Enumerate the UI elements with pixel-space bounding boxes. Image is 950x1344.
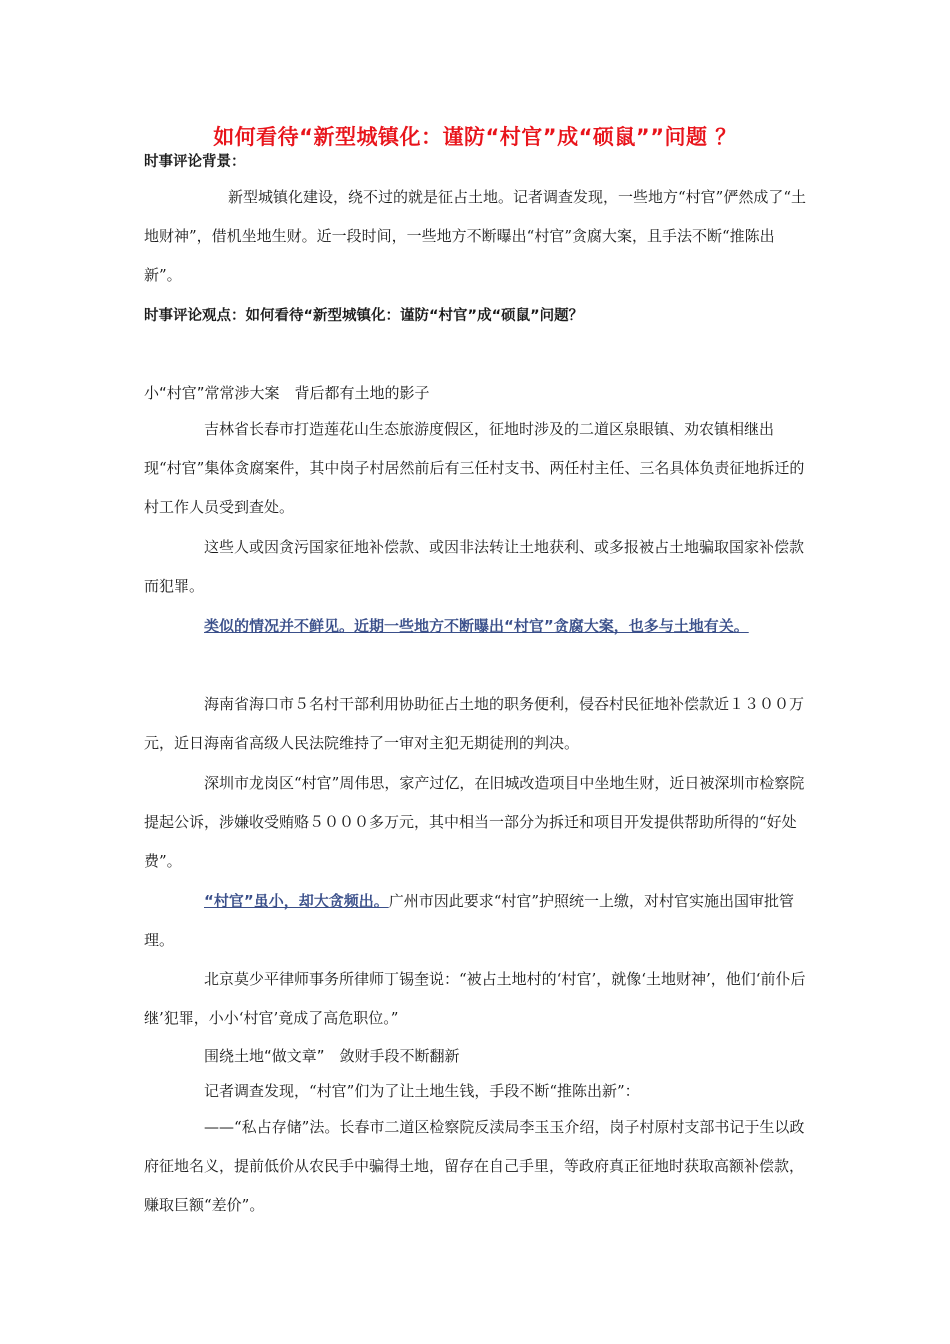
paragraph-5: 深圳市龙岗区“村官”周伟思，家产过亿，在旧城改造项目中坐地生财，近日被深圳市检察院提起公诉，涉嫌收受贿赂５０００多万元，其中相当一部分为拆迁和项目开发提供帮助所得的“好处费”。 (144, 774, 805, 870)
paragraph-3 (144, 607, 808, 646)
section-heading-1: 小“村官”常常涉大案 背后都有土地的影子 (144, 384, 430, 402)
paragraph-1: 吉林省长春市打造莲花山生态旅游度假区，征地时涉及的二道区泉眼镇、劝农镇相继出现“村官”集体贪腐案件，其中岗子村居然前后有三任村支书、两任村主任、三名具体负责征地拆迁的村工作人员受到查处。 (144, 420, 805, 516)
paragraph-6 (144, 882, 808, 960)
paragraph-9: ——“私占存储”法。长春市二道区检察院反渎局李玉玉介绍，岗子村原村支部书记于生以政府征地名义，提前低价从农民手中骗得土地，留存在自己手里，等政府真正征地时获取高额补偿款，赚取巨额“差价”。 (144, 1118, 805, 1214)
background-paragraph: 新型城镇化建设，绕不过的就是征占土地。记者调查发现，一些地方“村官”俨然成了“土地财神”，借机坐地生财。近一段时间，一些地方不断曝出“村官”贪腐大案，且手法不断“推陈出新”。 (144, 188, 807, 284)
paragraph-6-rest: 广州市因此要求“村官”护照统一上缴，对村官实施出国审批管理。 (144, 892, 795, 949)
paragraph-4: 海南省海口市５名村干部利用协助征占土地的职务便利，侵吞村民征地补偿款近１３００万元，近日海南省高级人民法院维持了一审对主犯无期徒刑的判决。 (144, 695, 805, 752)
paragraph-7: 北京莫少平律师事务所律师丁锡奎说：“被占土地村的‘村官’，就像‘土地财神’，他们‘前仆后继’犯罪，小小‘村官’竟成了高危职位。” (144, 970, 806, 1027)
viewpoint-heading: 时事评论观点：如何看待“新型城镇化：谨防“村官”成“硕鼠”问题？ (144, 308, 584, 324)
article-title: 如何看待“新型城镇化：谨防“村官”成“硕鼠””问题 ？ (213, 125, 737, 149)
background-heading: 时事评论背景： (144, 154, 246, 170)
emphasis-underline-1: 类似的情况并不鲜见。近期一些地方不断曝出“村官”贪腐大案，也多与土地有关。 (204, 617, 749, 635)
paragraph-2: 这些人或因贪污国家征地补偿款、或因非法转让土地获利、或多报被占土地骗取国家补偿款而犯罪。 (144, 538, 805, 595)
paragraph-8: 记者调查发现，“村官”们为了让土地生钱，手段不断“推陈出新”： (204, 1082, 640, 1100)
section-heading-2: 围绕土地“做文章” 敛财手段不断翻新 (204, 1047, 460, 1065)
emphasis-underline-2: “村官”虽小，却大贪频出。 (204, 892, 389, 910)
